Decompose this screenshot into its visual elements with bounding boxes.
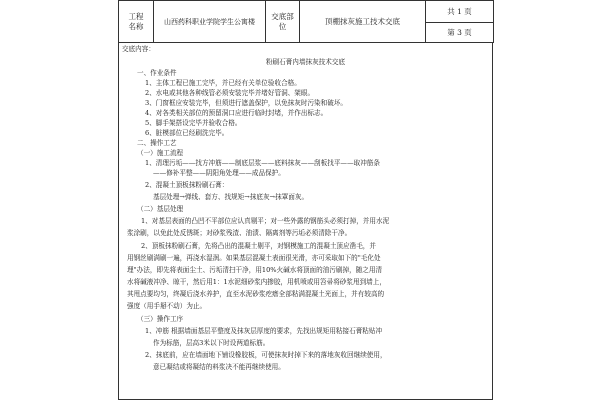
total-pages: 共 1 页 [426,1,494,23]
text-line: （一）施工流程 [137,149,184,157]
technical-disclosure-document [118,0,493,400]
header-table [118,0,494,43]
project-label: 工程名称 [119,1,154,43]
text-line: 4、对各类相关部位的预留洞口应进行临时封堵，并作出标志。 [145,109,328,117]
page-number: 第 3 页 [426,23,494,43]
text-line: 1、主体工程已施工完毕，并已经有关单位验收合格。 [145,79,301,87]
text-line: 基层处理→弹线、套方、找规矩→抹底灰→抹罩面灰。 [153,193,309,201]
text-line: （三）操作工序 [137,315,184,323]
text-line: 1、对基层表面的凸凹不平部位应认真剔平；对一些外露的钢筋头必须打掉，并用水泥 [141,217,390,225]
text-line: 浆涂刷，以免此处反锈斑；对砂浆残渣、油渍、隔离剂等污垢必须清除干净。 [127,229,352,237]
project-name: 山西药科职业学院学生公寓楼 [154,1,266,43]
text-line: ——修补平整——阴阳角处理——成品保护。 [153,169,285,177]
text-line: 1、冲筋 根据墙面基层平整度及抹灰层厚度的要求，先找出规矩用粘接石膏粘贴冲 [145,327,383,335]
text-line: 意已凝结或将凝结的料浆决不能再继续使用。 [153,363,285,371]
text-line: 二、操作工艺 [137,139,177,147]
text-line: 2、顶板抹粉刷石膏，先将凸出的混凝土剔平，对钢模施工的混凝土顶应凿毛，并 [141,242,376,250]
text-line: 3、门窗框应安装完毕，但须进行遮盖保护，以免抹灰时污染和破坏。 [145,99,348,107]
text-line: 2、水电或其他各种线管必须安装完毕并堵好管洞、架眼。 [145,89,315,97]
part-value: 顶棚抹灰施工技术交底 [300,1,426,43]
text-line: 强度（用手掰不动）为止。 [127,302,207,310]
content-area [118,43,493,400]
text-line: 2、混凝土顶板抹粉刷石膏： [145,181,229,189]
text-line: 其甩点要均匀，终凝后浇水养护，直至水泥砂浆疙瘩全部粘满混凝土光面上，并有较高的 [127,290,385,298]
text-line: 理"办法，即先将表面尘土、污垢清扫干净，用10%火碱水将顶面的油污刷掉，随之用清 [127,266,383,274]
text-line: 用钢丝刷满刷一遍，再浇水湿润。如果基层混凝土表面很光滑，亦可采取如下的"毛化处 [127,254,381,262]
content-label: 交底内容： [122,45,155,53]
text-line: 一、作业条件 [137,69,177,77]
text-line: 2、抹底前，应在墙面地下铺设橡胶板，可使抹灰时掉下来的落地灰收回继续使用， [145,351,387,359]
text-line: 1、清理污垢——找方冲筋——制底层浆——底料抹灰——刮板找平——取冲筋条 [145,159,380,167]
text-line: 水将碱液冲净、晾干，然后用1：1水泥细砂浆内掺胶，用机喷或用笤帚将砂浆甩到墙上， [127,278,386,286]
text-line: 作为标筋，层高3米以下时设两道标筋。 [153,339,270,347]
text-line: （二）基层处理 [137,205,184,213]
part-label: 交底部位 [266,1,300,43]
text-line: 5、脚手架搭设完毕并验收合格。 [145,119,242,127]
text-line: 6、脏模部位已经刷洗完毕。 [145,129,229,137]
document-title: 粉刷石膏内墙抹灰技术交底 [265,58,346,66]
